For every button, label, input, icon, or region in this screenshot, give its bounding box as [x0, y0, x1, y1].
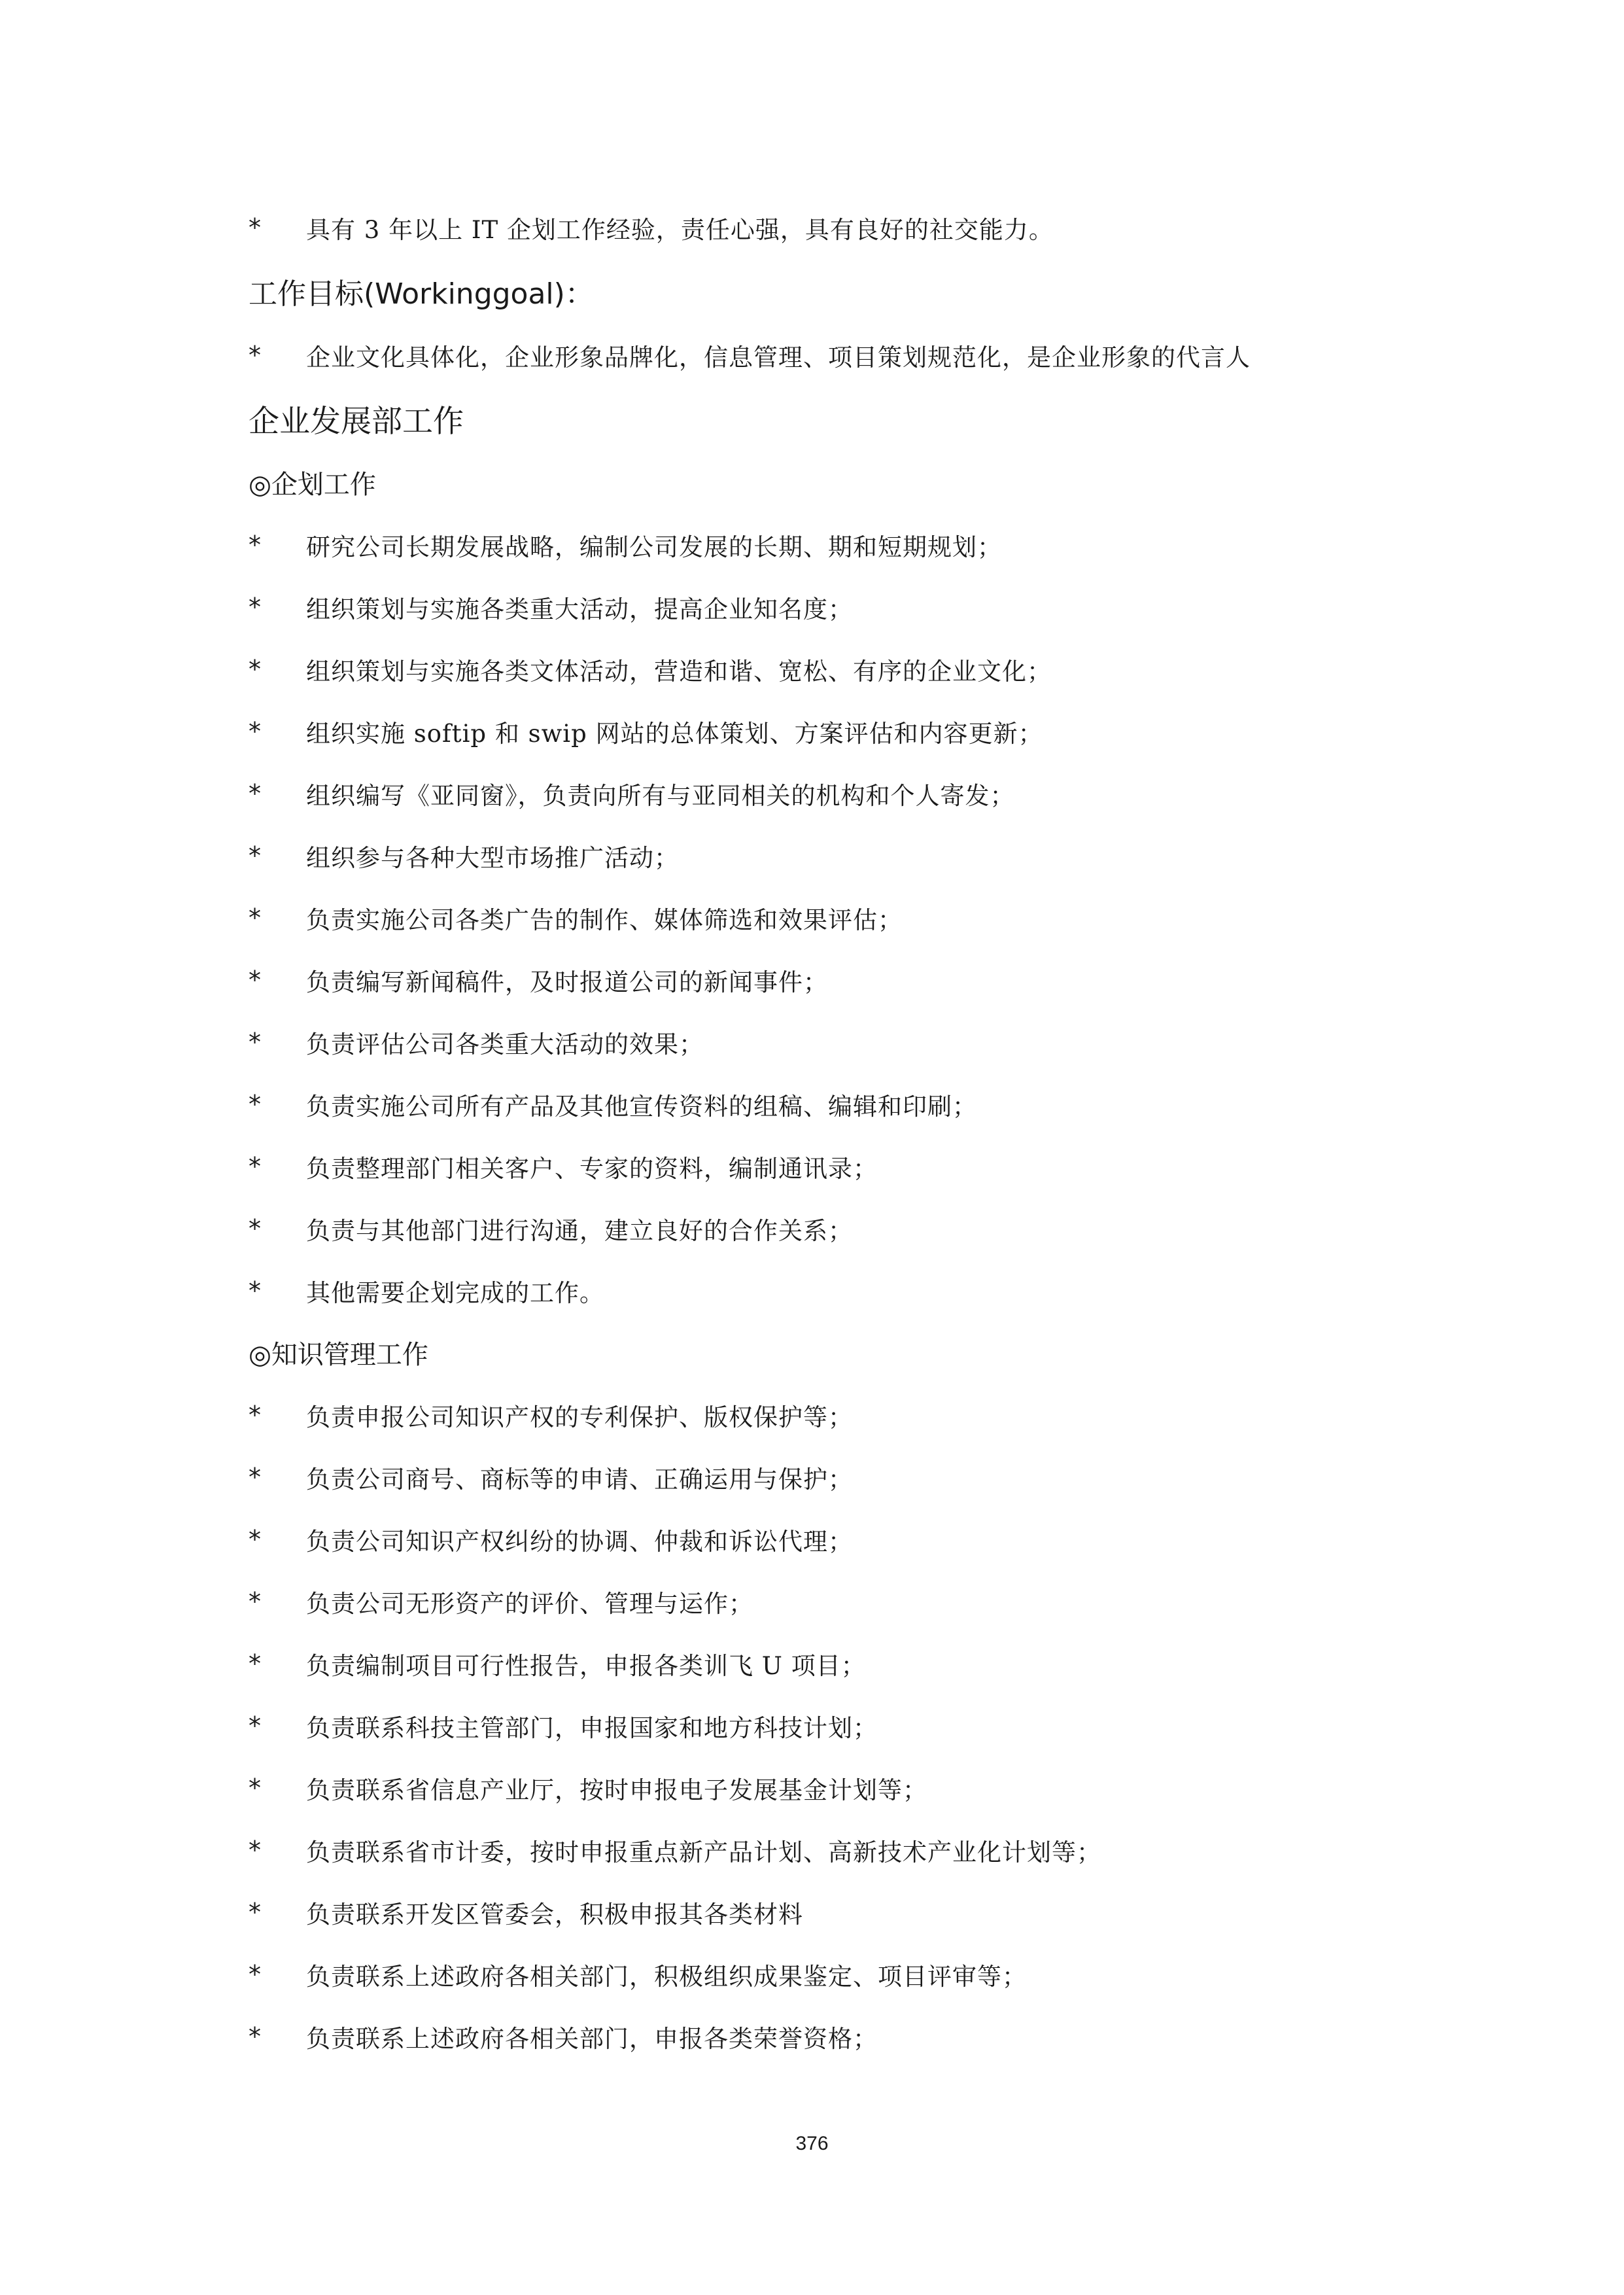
bullet-item	[249, 1508, 1426, 1570]
section-heading: 工作目标(Workinggoal)：	[249, 277, 594, 311]
bullet-item	[249, 1943, 1426, 2005]
bullet-star-icon: *	[249, 1524, 261, 1554]
bullet-text: 负责联系上述政府各相关部门，申报各类荣誉资格；	[306, 2024, 878, 2053]
bullet-item	[249, 1259, 1426, 1322]
department-heading: 企业发展部工作	[249, 403, 464, 440]
bullet-text: 负责联系省信息产业厅，按时申报电子发展基金计划等；	[306, 1776, 927, 1804]
bullet-star-icon: *	[249, 1773, 261, 1802]
bullet-item	[249, 196, 1426, 258]
bullet-text: 组织参与各种大型市场推广活动；	[306, 843, 679, 872]
bullet-item	[249, 1632, 1426, 1694]
bullet-item	[249, 1446, 1426, 1508]
bullet-text: 组织编写《亚同窗》，负责向所有与亚同相关的机构和个人寄发；	[306, 781, 1015, 810]
bullet-text: 负责联系省市计委，按时申报重点新产品计划、高新技术产业化计划等；	[306, 1838, 1101, 1866]
page-number: 376	[795, 2133, 829, 2154]
bullet-item	[249, 514, 1426, 576]
bullet-text: 组织实施 softip 和 swip 网站的总体策划、方案评估和内容更新；	[306, 719, 1043, 748]
bullet-text: 企业文化具体化，企业形象品牌化，信息管理、项目策划规范化，是企业形象的代言人	[306, 343, 1251, 372]
bullet-star-icon: *	[249, 654, 261, 684]
bullet-item	[249, 1011, 1426, 1073]
bullet-text: 负责公司商号、商标等的申请、正确运用与保护；	[306, 1465, 853, 1494]
bullet-star-icon: *	[249, 1151, 261, 1181]
bullet-star-icon: *	[249, 1089, 261, 1119]
bullet-text: 组织策划与实施各类文体活动，营造和谐、宽松、有序的企业文化；	[306, 657, 1052, 686]
bullet-item	[249, 700, 1426, 762]
bullet-star-icon: *	[249, 1027, 261, 1057]
bullet-item	[249, 1757, 1426, 1819]
bullet-star-icon: *	[249, 1462, 261, 1492]
bullet-text: 负责与其他部门进行沟通，建立良好的合作关系；	[306, 1216, 853, 1245]
bullet-item	[249, 2005, 1426, 2067]
bullet-star-icon: *	[249, 841, 261, 870]
bullet-text: 具有 3 年以上 IT 企划工作经验，责任心强，具有良好的社交能力。	[306, 215, 1054, 244]
bullet-item	[249, 762, 1426, 824]
bullet-star-icon: *	[249, 592, 261, 622]
bullet-text: 负责公司无形资产的评价、管理与运作；	[306, 1589, 753, 1618]
bullet-item	[249, 576, 1426, 638]
bullet-star-icon: *	[249, 1711, 261, 1740]
bullet-item	[249, 324, 1426, 386]
bullet-item	[249, 949, 1426, 1011]
bullet-item	[249, 886, 1426, 949]
bullet-item	[249, 824, 1426, 886]
bullet-item	[249, 1694, 1426, 1757]
bullet-star-icon: *	[249, 1649, 261, 1678]
bullet-star-icon: *	[249, 1959, 261, 1989]
bullet-text: 负责评估公司各类重大活动的效果；	[306, 1030, 704, 1059]
bullet-star-icon: *	[249, 1214, 261, 1243]
bullet-star-icon: *	[249, 1586, 261, 1616]
bullet-text: 其他需要企划完成的工作。	[306, 1278, 604, 1307]
bullet-item	[249, 1197, 1426, 1259]
bullet-item	[249, 1384, 1426, 1446]
bullet-text: 负责联系科技主管部门，申报国家和地方科技计划；	[306, 1713, 878, 1742]
bullet-text: 负责联系上述政府各相关部门，积极组织成果鉴定、项目评审等；	[306, 1962, 1027, 1991]
bullet-text: 负责联系开发区管委会，积极申报其各类材料	[306, 1900, 803, 1929]
bullet-star-icon: *	[249, 1276, 261, 1305]
bullet-text: 研究公司长期发展战略，编制公司发展的长期、期和短期规划；	[306, 533, 1002, 561]
bullet-item	[249, 1073, 1426, 1135]
bullet-star-icon: *	[249, 530, 261, 559]
bullet-star-icon: *	[249, 1897, 261, 1927]
bullet-text: 负责公司知识产权纠纷的协调、仲裁和诉讼代理；	[306, 1527, 853, 1556]
bullet-text: 负责实施公司各类广告的制作、媒体筛选和效果评估；	[306, 905, 903, 934]
bullet-star-icon: *	[249, 213, 261, 242]
bullet-item	[249, 1881, 1426, 1943]
bullet-text: 负责申报公司知识产权的专利保护、版权保护等；	[306, 1403, 853, 1431]
bullet-star-icon: *	[249, 779, 261, 808]
bullet-star-icon: *	[249, 965, 261, 994]
document-body	[249, 196, 1426, 2067]
bullet-star-icon: *	[249, 716, 261, 746]
bullet-text: 负责实施公司所有产品及其他宣传资料的组稿、编辑和印刷；	[306, 1092, 977, 1121]
bullet-text: 负责编制项目可行性报告，申报各类训飞 U 项目；	[306, 1651, 866, 1680]
subsection-heading: ◎知识管理工作	[249, 1340, 428, 1370]
bullet-item	[249, 1570, 1426, 1632]
subsection-heading: ◎企划工作	[249, 470, 376, 500]
bullet-star-icon: *	[249, 340, 261, 370]
bullet-item	[249, 1819, 1426, 1881]
bullet-text: 负责编写新闻稿件，及时报道公司的新闻事件；	[306, 968, 828, 996]
bullet-star-icon: *	[249, 1400, 261, 1429]
bullet-text: 组织策划与实施各类重大活动，提高企业知名度；	[306, 595, 853, 623]
bullet-text: 负责整理部门相关客户、专家的资料，编制通讯录；	[306, 1154, 878, 1183]
bullet-star-icon: *	[249, 1835, 261, 1865]
bullet-item	[249, 1135, 1426, 1197]
bullet-star-icon: *	[249, 2022, 261, 2051]
bullet-star-icon: *	[249, 903, 261, 932]
bullet-item	[249, 638, 1426, 700]
